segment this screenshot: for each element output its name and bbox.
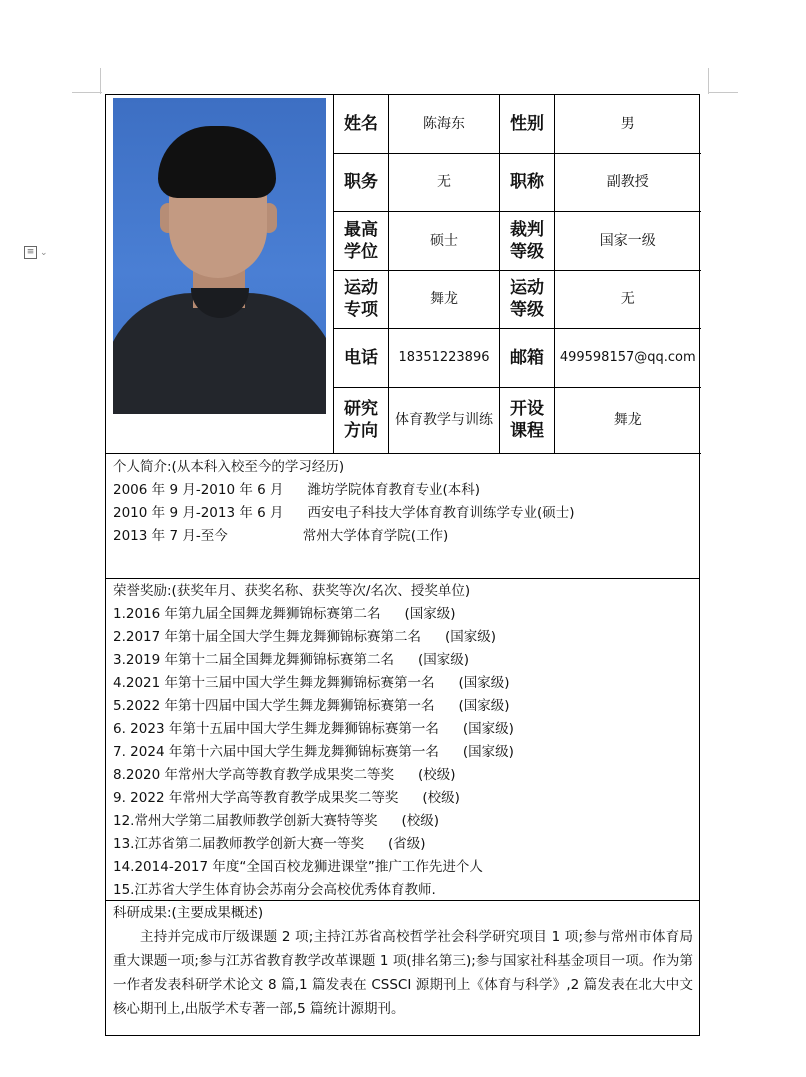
award-text: 7. 2024 年第十六届中国大学生舞龙舞狮锦标赛第一名 (113, 744, 439, 760)
award-item (113, 833, 699, 856)
gender-label: 性别 (500, 95, 555, 153)
name-label: 姓名 (334, 95, 389, 153)
name-value: 陈海东 (389, 95, 500, 153)
entry-text: 西安电子科技大学体育教育训练学专业(硕士) (307, 505, 575, 521)
award-text: 6. 2023 年第十五届中国大学生舞龙舞狮锦标赛第一名 (113, 721, 439, 737)
degree-label: 最高学位 (334, 211, 389, 270)
award-item (113, 810, 699, 833)
award-level: (国家级) (462, 744, 514, 760)
sport-specialty-value: 舞龙 (389, 270, 500, 328)
email-label: 邮箱 (500, 328, 555, 387)
award-text: 12.常州大学第二届教师教学创新大赛特等奖 (113, 813, 378, 829)
athlete-level-value: 无 (555, 270, 701, 328)
email-value: 499598157@qq.com (555, 328, 701, 387)
award-text: 1.2016 年第九届全国舞龙舞狮锦标赛第二名 (113, 606, 381, 622)
outline-icon: ≡ (24, 246, 37, 259)
award-level: (国家级) (462, 721, 514, 737)
research-direction-label: 研究方向 (334, 387, 389, 453)
sport-specialty-label: 运动专项 (334, 270, 389, 328)
awards-heading: 荣誉奖励:(获奖年月、获奖名称、获奖等次/名次、授奖单位) (113, 583, 471, 599)
corner-mark-top-left-v (100, 68, 101, 94)
entry-text: 常州大学体育学院(工作) (302, 528, 449, 544)
athlete-level-label: 运动等级 (500, 270, 555, 328)
award-item (113, 787, 699, 810)
position-label: 职务 (334, 153, 389, 211)
award-item (113, 695, 699, 718)
award-item (113, 603, 699, 626)
profile-section (106, 453, 699, 578)
award-level: (省级) (387, 836, 426, 852)
award-text: 9. 2022 年常州大学高等教育教学成果奖二等奖 (113, 790, 399, 806)
education-entry (113, 525, 699, 548)
profile-photo (113, 98, 326, 414)
title-value: 副教授 (555, 153, 701, 211)
entry-text: 潍坊学院体育教育专业(本科) (307, 482, 481, 498)
outline-toggle-button[interactable] (24, 246, 48, 259)
referee-level-value: 国家一级 (555, 211, 701, 270)
research-heading: 科研成果:(主要成果概述) (113, 905, 264, 921)
award-text: 3.2019 年第十二届全国舞龙舞狮锦标赛第二名 (113, 652, 395, 668)
corner-mark-top-right-v (708, 68, 709, 94)
award-item (113, 718, 699, 741)
corner-mark-top-left-h (72, 92, 102, 93)
award-text: 14.2014-2017 年度“全国百校龙狮进课堂”推广工作先进个人 (113, 859, 483, 875)
title-label: 职称 (500, 153, 555, 211)
award-level: (国家级) (404, 606, 456, 622)
award-item (113, 764, 699, 787)
award-text: 2.2017 年第十届全国大学生舞龙舞狮锦标赛第二名 (113, 629, 422, 645)
chevron-down-icon: ⌄ (40, 247, 48, 258)
gender-value: 男 (555, 95, 701, 153)
awards-section (106, 578, 699, 900)
education-entry (113, 479, 699, 502)
award-text: 5.2022 年第十四届中国大学生舞龙舞狮锦标赛第一名 (113, 698, 435, 714)
education-entry (113, 502, 699, 525)
award-level: (国家级) (458, 698, 510, 714)
profile-heading: 个人简介:(从本科入校至今的学习经历) (113, 459, 345, 475)
award-level: (校级) (418, 767, 456, 783)
award-item (113, 672, 699, 695)
profile-table (333, 95, 701, 454)
referee-level-label: 裁判等级 (500, 211, 555, 270)
award-item (113, 626, 699, 649)
award-item (113, 649, 699, 672)
degree-value: 硕士 (389, 211, 500, 270)
award-level: (国家级) (458, 675, 510, 691)
research-direction-value: 体育教学与训练 (389, 387, 500, 453)
entry-period: 2013 年 7 月-至今 (113, 528, 228, 544)
phone-label: 电话 (334, 328, 389, 387)
award-item (113, 879, 699, 902)
entry-period: 2010 年 9 月-2013 年 6 月 (113, 505, 284, 521)
award-level: (国家级) (445, 629, 497, 645)
award-text: 13.江苏省第二届教师教学创新大赛一等奖 (113, 836, 364, 852)
award-text: 4.2021 年第十三届中国大学生舞龙舞狮锦标赛第一名 (113, 675, 435, 691)
award-level: (校级) (401, 813, 440, 829)
award-item (113, 741, 699, 764)
courses-value: 舞龙 (555, 387, 701, 453)
award-text: 8.2020 年常州大学高等教育教学成果奖二等奖 (113, 767, 395, 783)
award-level: (校级) (422, 790, 460, 806)
entry-period: 2006 年 9 月-2010 年 6 月 (113, 482, 284, 498)
research-summary: 主持并完成市厅级课题 2 项;主持江苏省高校哲学社会科学研究项目 1 项;参与常州市体育局重大课题一项;参与江苏省教育教学改革课题 1 项(排名第三);参与国家社科基金项目一项。作为第一作者发表科研学术论文 8 篇,1 篇发表在 CSSCI 源期刊上《体育与科学》,2 篇发表在北大中文核心期刊上,出版学术专著一部,5 篇统计源期刊。 (113, 929, 693, 1017)
courses-label: 开设课程 (500, 387, 555, 453)
corner-mark-top-right-h (708, 92, 738, 93)
award-item (113, 856, 699, 879)
position-value: 无 (389, 153, 500, 211)
phone-value: 18351223896 (389, 328, 500, 387)
resume-form (105, 94, 700, 1036)
award-text: 15.江苏省大学生体育协会苏南分会高校优秀体育教师. (113, 882, 436, 898)
award-level: (国家级) (418, 652, 470, 668)
research-section (106, 900, 699, 1036)
